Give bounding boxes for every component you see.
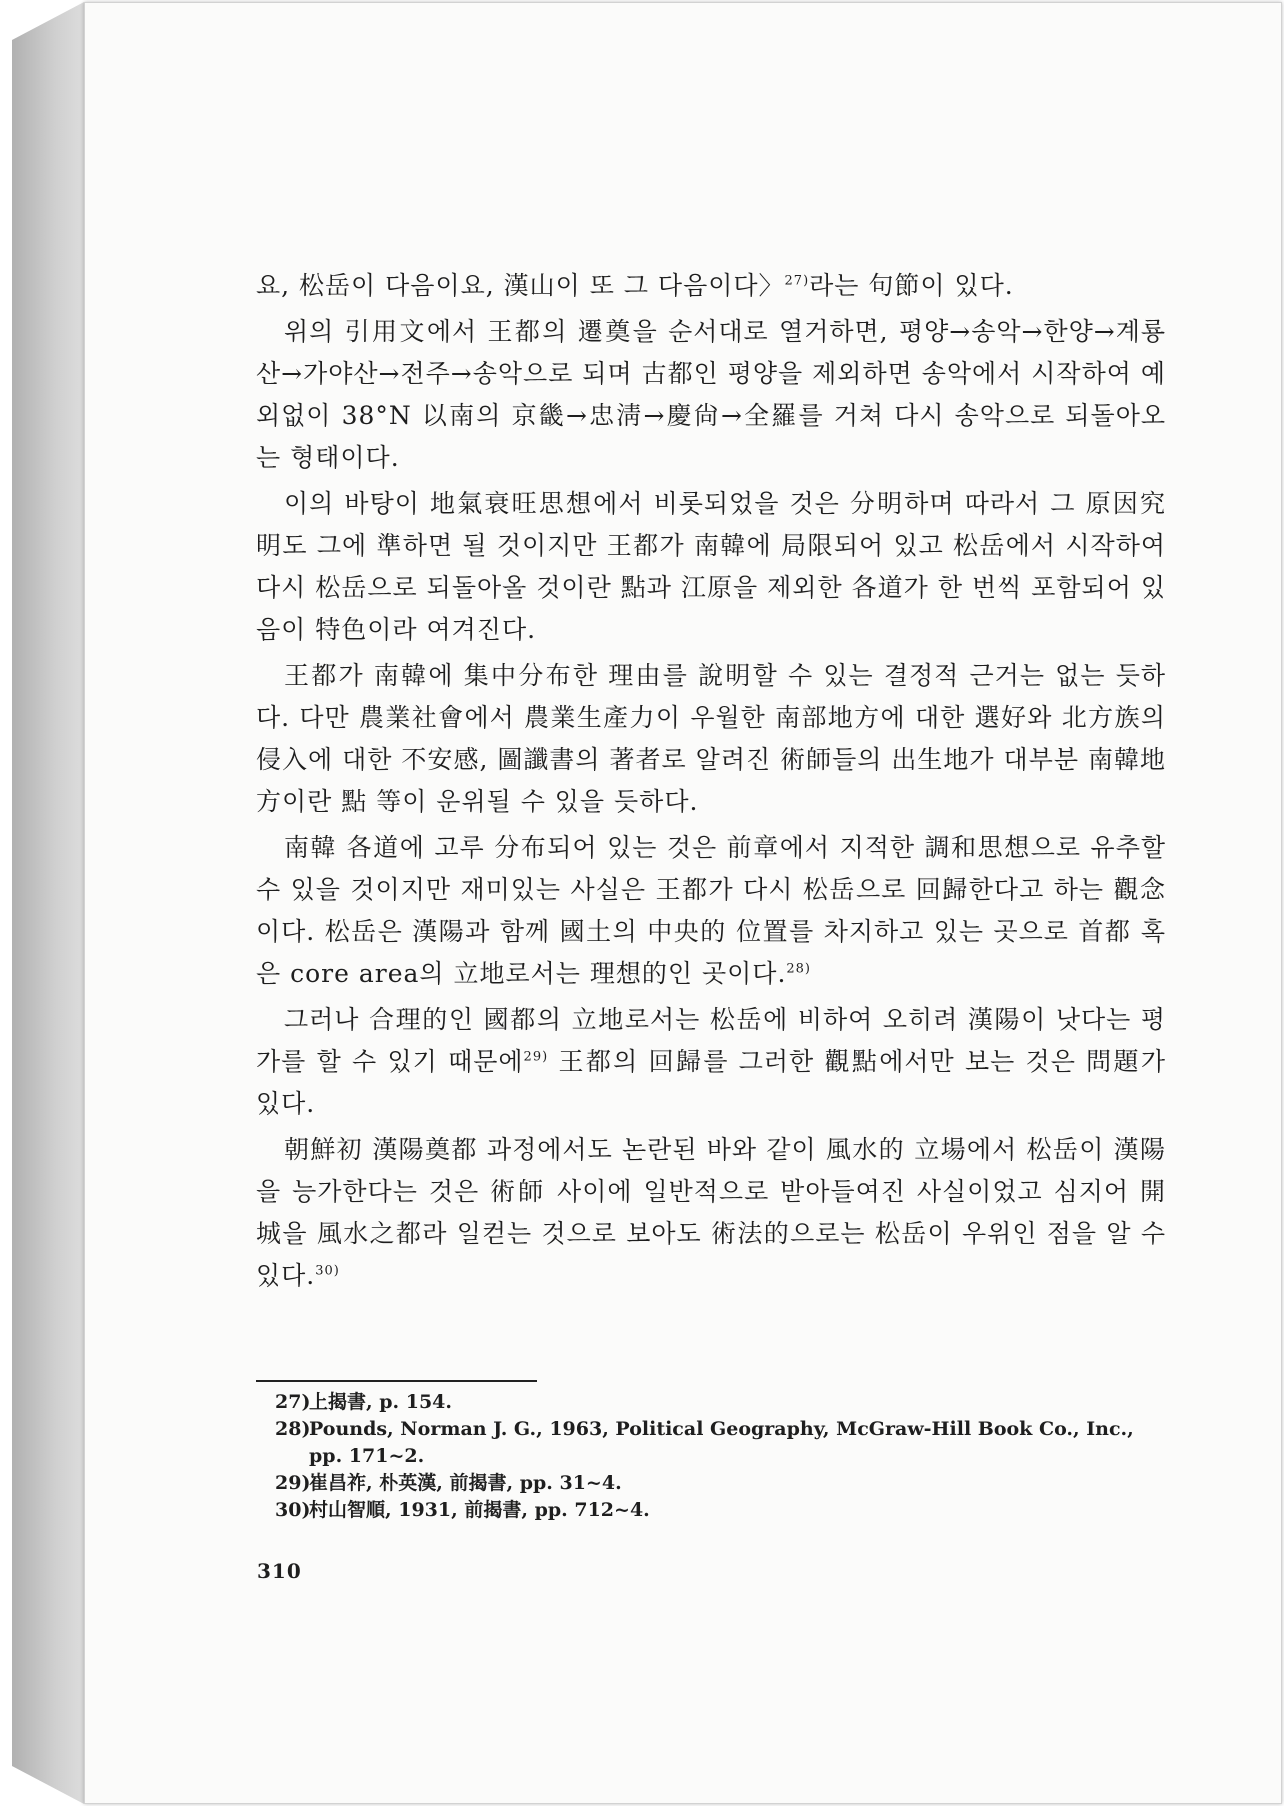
footnote (275, 1416, 1166, 1470)
book-page (84, 2, 1282, 1804)
paragraph (256, 1129, 1166, 1297)
footnote-reference: 29) (523, 1049, 549, 1065)
paragraph-text-continued: 王都의 回歸를 그러한 觀點에서만 보는 것은 問題가 있다. (256, 1047, 1166, 1118)
footnote (275, 1389, 1166, 1416)
footnote-text: 崔昌祚, 朴英漢, 前揭書, pp. 31~4. (309, 1472, 622, 1494)
footnote-reference: 27) (784, 273, 810, 289)
page-number: 310 (257, 1559, 302, 1583)
footnote-reference: 30) (315, 1263, 340, 1279)
paragraph-text: 요, 松岳이 다음이요, 漢山이 또 그 다음이다〉 (256, 271, 785, 300)
footnote (275, 1470, 1166, 1497)
paragraph-text: 朝鮮初 漢陽奠都 과정에서도 논란된 바와 같이 風水的 立場에서 松岳이 漢陽을 능가한다는 것은 術師 사이에 일반적으로 받아들여진 사실이었고 심지어 開城을 風水之都라 일컫는 것으로 보아도 術法的으로는 松岳이 우위인 점을 알 수 있다. (256, 1135, 1166, 1290)
footnote-number: 29) (275, 1472, 311, 1494)
paragraph-text: 이의 바탕이 地氣衰旺思想에서 비롯되었을 것은 分明하며 따라서 그 原因究明도 그에 準하면 될 것이지만 王都가 南韓에 局限되어 있고 松岳에서 시작하여 다시 松岳으로 되돌아올 것이란 點과 江原을 제외한 各道가 한 번씩 포함되어 있음이 特色이라 여겨진다. (256, 489, 1166, 644)
footnote-number: 28) (275, 1418, 311, 1440)
footnote-number: 30) (275, 1499, 311, 1521)
footnote-text: 上揭書, p. 154. (309, 1391, 453, 1413)
paragraph (256, 999, 1166, 1125)
paragraph (256, 827, 1166, 995)
paragraph-text: 그러나 合理的인 國都의 立地로서는 松岳에 비하여 오히려 漢陽이 낫다는 평가를 할 수 있기 때문에 (256, 1005, 1166, 1076)
paragraph (256, 655, 1166, 823)
footnote-text: Pounds, Norman J. G., 1963, Political Geography, McGraw-Hill Book Co., Inc., pp. 171~2. (309, 1418, 1134, 1467)
paragraph (256, 265, 1166, 307)
body-text (256, 265, 1166, 1301)
paragraph-text: 南韓 各道에 고루 分布되어 있는 것은 前章에서 지적한 調和思想으로 유추할 수 있을 것이지만 재미있는 사실은 王都가 다시 松岳으로 回歸한다고 하는 觀念이다. 松岳은 漢陽과 함께 國土의 中央的 位置를 차지하고 있는 곳으로 首都 혹은 core area의 立地로서는 理想的인 곳이다. (256, 833, 1166, 988)
footnote-text: 村山智順, 1931, 前揭書, pp. 712~4. (309, 1499, 650, 1521)
footnote (275, 1497, 1166, 1524)
paragraph (256, 483, 1166, 651)
paragraph-text: 王都가 南韓에 集中分布한 理由를 說明할 수 있는 결정적 근거는 없는 듯하다. 다만 農業社會에서 農業生產力이 우월한 南部地方에 대한 選好와 北方族의 侵入에 대한 不安感, 圖讖書의 著者로 알려진 術師들의 出生地가 대부분 南韓地方이란 點 等이 운위될 수 있을 듯하다. (256, 661, 1166, 816)
footnote-reference: 28) (786, 961, 812, 977)
paragraph-text-continued: 라는 句節이 있다. (809, 271, 1014, 300)
footnote-number: 27) (275, 1391, 311, 1413)
paragraph (256, 311, 1166, 479)
footnotes (275, 1389, 1166, 1524)
footnote-divider (256, 1380, 537, 1382)
paragraph-text: 위의 引用文에서 王都의 遷奠을 순서대로 열거하면, 평양→송악→한양→계룡산→가야산→전주→송악으로 되며 古都인 평양을 제외하면 송악에서 시작하여 예외없이 38°N 以南의 京畿→忠淸→慶尙→全羅를 거쳐 다시 송악으로 되돌아오는 형태이다. (256, 317, 1166, 472)
